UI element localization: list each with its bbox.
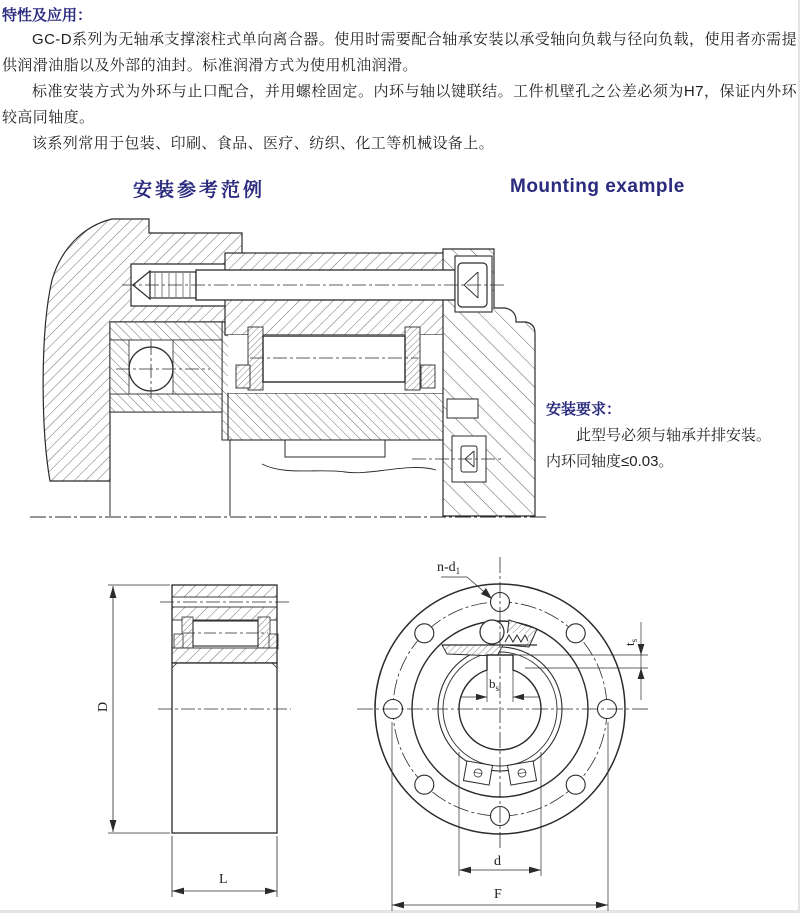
dim-label-outer-diameter: D xyxy=(96,701,111,712)
install-requirements-line2: 内环同轴度≤0.03。 xyxy=(546,453,674,470)
dim-label-bolt-holes: $n-d_1$ xyxy=(437,560,461,576)
install-requirements xyxy=(546,397,798,475)
paragraph-2: 标准安装方式为外环与止口配合，并用螺栓固定。内环与轴以键联结。工件机壁孔之公差必须为H7，保证内外环较高同轴度。 xyxy=(2,83,797,126)
dim-label-key-width: $b_s$ xyxy=(489,676,500,693)
install-requirements-line1: 此型号必须与轴承并排安装。 xyxy=(576,427,772,444)
side-view-drawing xyxy=(108,585,291,897)
features-title: 特性及应用： xyxy=(2,7,93,24)
features-paragraphs xyxy=(2,27,797,157)
paragraph-3: 该系列常用于包装、印刷、食品、医疗、纺织、化工等机械设备上。 xyxy=(32,135,495,152)
dim-label-length: L xyxy=(219,872,228,887)
dim-label-bolt-circle-diameter: F xyxy=(494,887,502,902)
front-view-drawing xyxy=(357,557,648,911)
dim-label-bore-diameter: d xyxy=(494,854,501,869)
install-requirements-title: 安装要求： xyxy=(546,401,622,418)
paragraph-1: GC-D系列为无轴承支撑滚柱式单向离合器。使用时需要配合轴承安装以承受轴向负载与径向负载，使用者亦需提供润滑油脂以及外部的油封。标准润滑方式为使用机油润滑。 xyxy=(2,31,797,74)
dim-label-key-depth: $t_s$ xyxy=(622,638,639,646)
section-heading-zh: 安装参考范例 xyxy=(133,180,266,201)
section-heading-en: Mounting example xyxy=(510,176,685,197)
mounting-assembly-drawing xyxy=(30,219,546,517)
